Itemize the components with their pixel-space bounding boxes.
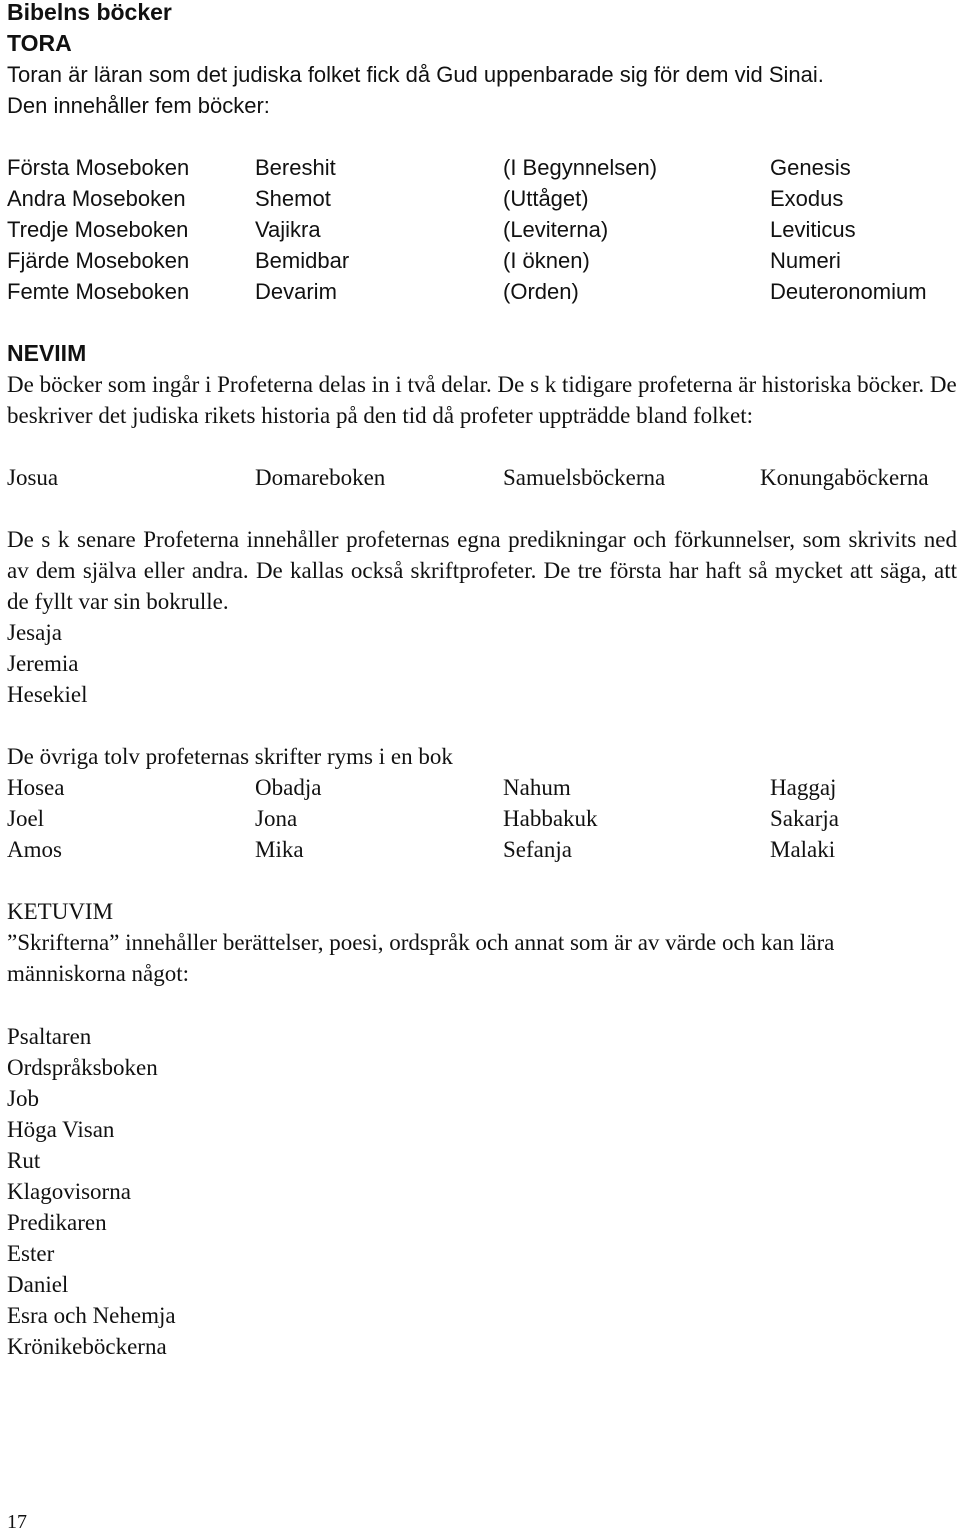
book-latin-name: Numeri — [770, 248, 841, 273]
list-item: Samuelsböckerna — [503, 465, 666, 490]
list-item: Malaki — [770, 837, 836, 862]
table-row — [0, 152, 960, 183]
table-row — [0, 183, 960, 214]
book-hebrew-name: Bemidbar — [255, 248, 350, 273]
list-item: Obadja — [255, 775, 322, 800]
former-prophets-row — [0, 462, 960, 493]
book-meaning: (Orden) — [503, 279, 579, 304]
list-item: Domareboken — [255, 465, 386, 490]
list-item: Konungaböckerna — [760, 465, 929, 490]
book-hebrew-name: Vajikra — [255, 217, 321, 242]
list-item: Sakarja — [770, 806, 839, 831]
list-item: Rut — [7, 1148, 41, 1173]
book-swedish-name: Andra Moseboken — [7, 186, 186, 211]
book-swedish-name: Fjärde Moseboken — [7, 248, 190, 273]
book-latin-name: Leviticus — [770, 217, 856, 242]
ketuvim-heading: KETUVIM — [7, 899, 114, 924]
book-swedish-name: Tredje Moseboken — [7, 217, 189, 242]
document-title: Bibelns böcker — [7, 0, 172, 25]
book-meaning: (Uttåget) — [503, 186, 589, 211]
list-item: Haggaj — [770, 775, 837, 800]
book-hebrew-name: Bereshit — [255, 155, 336, 180]
list-item: Amos — [7, 837, 62, 862]
neviim-paragraph-latter: De s k senare Profeterna innehåller profeternas egna predikningar och förkunnelser, som skrivits ned av dem själva eller andra. De kallas också skriftprofeter. De tre första har haft så mycket att säga, att de fyllt var sin bokrulle. — [7, 527, 957, 614]
list-item: Esra och Nehemja — [7, 1303, 176, 1328]
tora-heading: TORA — [7, 30, 72, 56]
list-item: Klagovisorna — [7, 1179, 131, 1204]
list-item: Habbakuk — [503, 806, 598, 831]
book-meaning: (Leviterna) — [503, 217, 609, 242]
list-item: Höga Visan — [7, 1117, 115, 1142]
list-item: Hesekiel — [7, 682, 88, 707]
list-item: Krönikeböckerna — [7, 1334, 167, 1359]
list-item: Mika — [255, 837, 304, 862]
list-item: Hosea — [7, 775, 65, 800]
list-item: Jona — [255, 806, 298, 831]
list-item: Psaltaren — [7, 1024, 92, 1049]
neviim-heading: NEVIIM — [7, 340, 87, 366]
table-row — [0, 276, 960, 307]
list-item: Jeremia — [7, 651, 79, 676]
table-row — [0, 245, 960, 276]
book-swedish-name: Första Moseboken — [7, 155, 190, 180]
ketuvim-intro: ”Skrifterna” innehåller berättelser, poesi, ordspråk och annat som är av värde och kan lära människorna något: — [7, 930, 835, 986]
list-item: Josua — [7, 465, 59, 490]
list-item: Joel — [7, 806, 45, 831]
table-row — [0, 834, 960, 865]
twelve-prophets-intro: De övriga tolv profeternas skrifter ryms i en bok — [7, 744, 453, 769]
list-item: Job — [7, 1086, 39, 1111]
book-hebrew-name: Shemot — [255, 186, 331, 211]
list-item: Ester — [7, 1241, 55, 1266]
tora-intro-line-1: Toran är läran som det judiska folket fick då Gud uppenbarade sig för dem vid Sinai. — [7, 62, 824, 87]
book-swedish-name: Femte Moseboken — [7, 279, 190, 304]
book-latin-name: Genesis — [770, 155, 851, 180]
list-item: Jesaja — [7, 620, 62, 645]
table-row — [0, 803, 960, 834]
book-latin-name: Exodus — [770, 186, 844, 211]
table-row — [0, 772, 960, 803]
list-item: Sefanja — [503, 837, 572, 862]
list-item: Daniel — [7, 1272, 69, 1297]
list-item: Predikaren — [7, 1210, 107, 1235]
list-item: Nahum — [503, 775, 571, 800]
neviim-paragraph-former: De böcker som ingår i Profeterna delas in i två delar. De s k tidigare profeterna är historiska böcker. De beskriver det judiska rikets historia på den tid då profeter uppträdde bland folket: — [7, 372, 957, 428]
book-hebrew-name: Devarim — [255, 279, 337, 304]
page-number: 17 — [7, 1511, 27, 1533]
book-meaning: (I Begynnelsen) — [503, 155, 658, 180]
book-latin-name: Deuteronomium — [770, 279, 927, 304]
book-meaning: (I öknen) — [503, 248, 590, 273]
tora-intro-line-2: Den innehåller fem böcker: — [7, 93, 270, 118]
list-item: Ordspråksboken — [7, 1055, 158, 1080]
table-row — [0, 214, 960, 245]
